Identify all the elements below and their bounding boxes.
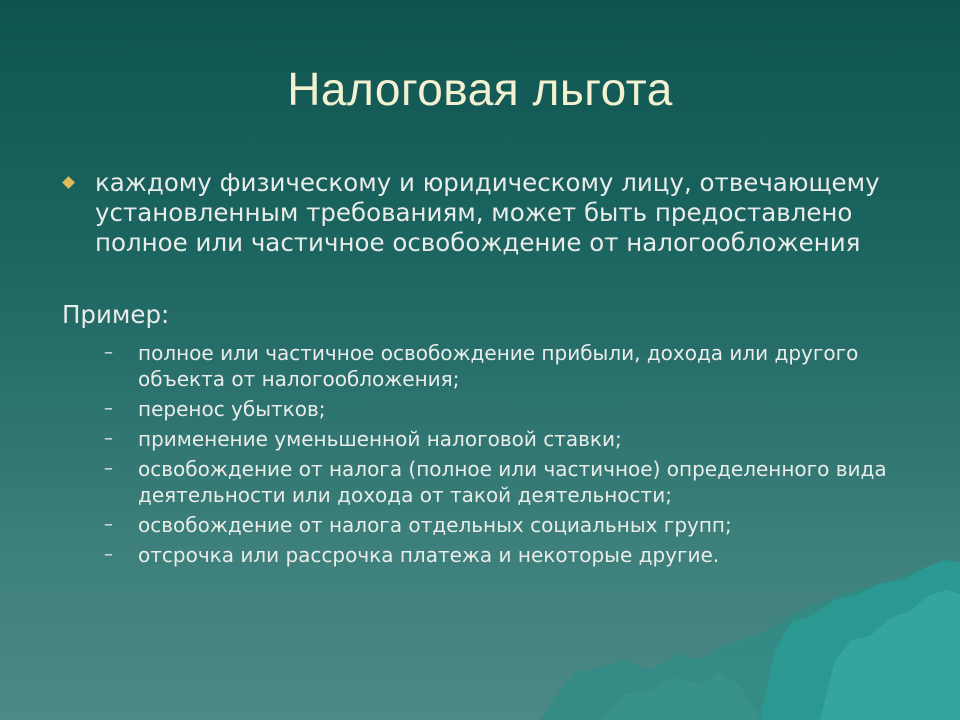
dash-bullet-icon: –	[104, 428, 113, 449]
main-bullet-text: каждому физическому и юридическому лицу, отвечающему установленным требованиям, может быть предоставлено полное или частичное освобождение от налогообложения	[95, 168, 880, 257]
list-item-text: полное или частичное освобождение прибыли, дохода или другого объекта от налогообложения;	[138, 341, 859, 391]
dash-bullet-icon: –	[104, 342, 113, 363]
diamond-bullet-icon	[62, 176, 75, 189]
list-item-text: отсрочка или рассрочка платежа и некоторые другие.	[138, 543, 720, 567]
list-item-text: применение уменьшенной налоговой ставки;	[138, 427, 622, 451]
list-item-text: перенос убытков;	[138, 397, 326, 421]
list-item	[104, 456, 904, 508]
main-bullet	[62, 168, 922, 258]
list-item-text: освобождение от налога отдельных социальных групп;	[138, 513, 732, 537]
example-label: Пример:	[62, 300, 170, 329]
list-item-text: освобождение от налога (полное или частичное) определенного вида деятельности или дохода от такой деятельности;	[138, 457, 887, 507]
list-item	[104, 542, 904, 568]
list-item	[104, 426, 904, 452]
dash-bullet-icon: –	[104, 458, 113, 479]
list-item	[104, 512, 904, 538]
dash-bullet-icon: –	[104, 514, 113, 535]
list-item	[104, 340, 904, 392]
slide-title: Налоговая льгота	[287, 63, 673, 115]
list-item	[104, 396, 904, 422]
example-list	[104, 340, 904, 572]
dash-bullet-icon: –	[104, 398, 113, 419]
dash-bullet-icon: –	[104, 544, 113, 565]
